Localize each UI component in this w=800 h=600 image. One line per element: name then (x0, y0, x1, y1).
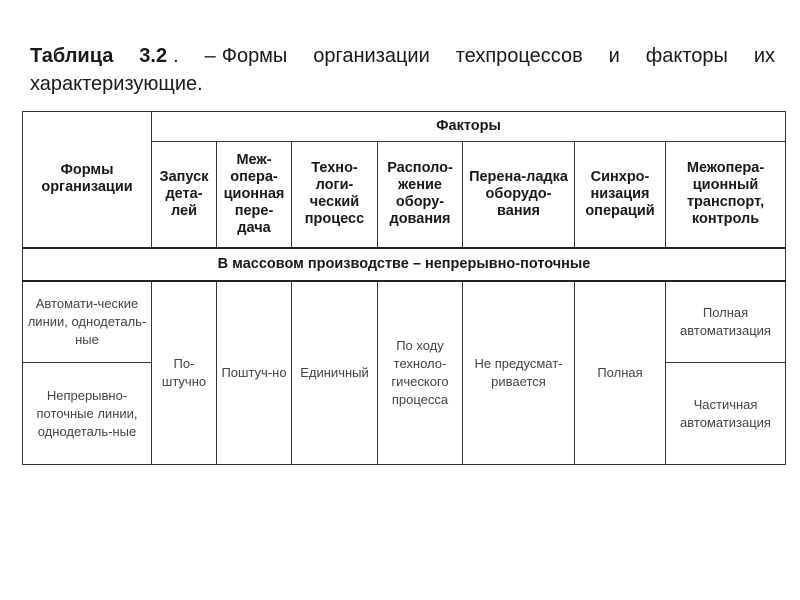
transfer-cell (217, 281, 292, 465)
sync-cell (575, 281, 666, 465)
column-header-label: Меж-опера-ционная пере-дача (223, 151, 285, 236)
section-title-cell (23, 248, 786, 281)
form-name: Автомати-ческие линии, однодеталь-ные (27, 295, 147, 347)
caption-separator: . – (173, 45, 216, 67)
factors-header: Факторы (436, 118, 501, 134)
transfer-value: Поштуч-но (221, 364, 287, 380)
transport-cell (666, 363, 786, 465)
column-header-transfer (217, 142, 292, 248)
process-value: Единичный (300, 364, 369, 380)
table-caption (30, 42, 775, 98)
changeover-cell (463, 281, 575, 465)
form-cell (23, 281, 152, 363)
transport-cell (666, 281, 786, 363)
column-header-label: Техно-логи-ческий процесс (304, 160, 365, 228)
column-header-layout (378, 142, 463, 248)
forms-header: Формы организации (41, 162, 133, 196)
column-header-label: Перена-ладка оборудо-вания (469, 168, 568, 219)
factors-table-container (22, 111, 785, 464)
column-header-label: Межопера-ционный транспорт, контроль (686, 160, 765, 228)
factors-table (22, 111, 786, 465)
section-title: В массовом производстве – непрерывно-поточные (217, 255, 591, 272)
column-header-process (292, 142, 378, 248)
table-row (23, 281, 786, 363)
sync-value: Полная (597, 364, 643, 380)
caption-label: Таблица 3.2 (30, 45, 168, 67)
column-header-changeover (463, 142, 575, 248)
changeover-value: Не предусмат-ривается (474, 355, 563, 389)
column-header-label: Располо-жение обору-дования (387, 160, 453, 228)
form-name: Непрерывно-поточные линии, однодеталь-ные (36, 387, 138, 439)
column-header-label: Синхро-низация операций (585, 168, 655, 219)
column-header-transport (666, 142, 786, 248)
caption-text: Формы организации техпроцессов и факторы их характеризующие. (30, 45, 775, 95)
column-header-sync (575, 142, 666, 248)
transport-value: Полная автоматизация (680, 304, 771, 338)
column-header-launch (152, 142, 217, 248)
form-cell (23, 363, 152, 465)
column-header-label: Запуск дета-лей (159, 168, 209, 219)
layout-value: По ходу техноло-гического процесса (391, 337, 449, 407)
factors-header-cell (152, 112, 786, 142)
layout-cell (378, 281, 463, 465)
launch-value: По-штучно (161, 355, 207, 389)
launch-cell (152, 281, 217, 465)
forms-header-cell (23, 112, 152, 248)
transport-value: Частичная автоматизация (680, 396, 771, 430)
process-cell (292, 281, 378, 465)
